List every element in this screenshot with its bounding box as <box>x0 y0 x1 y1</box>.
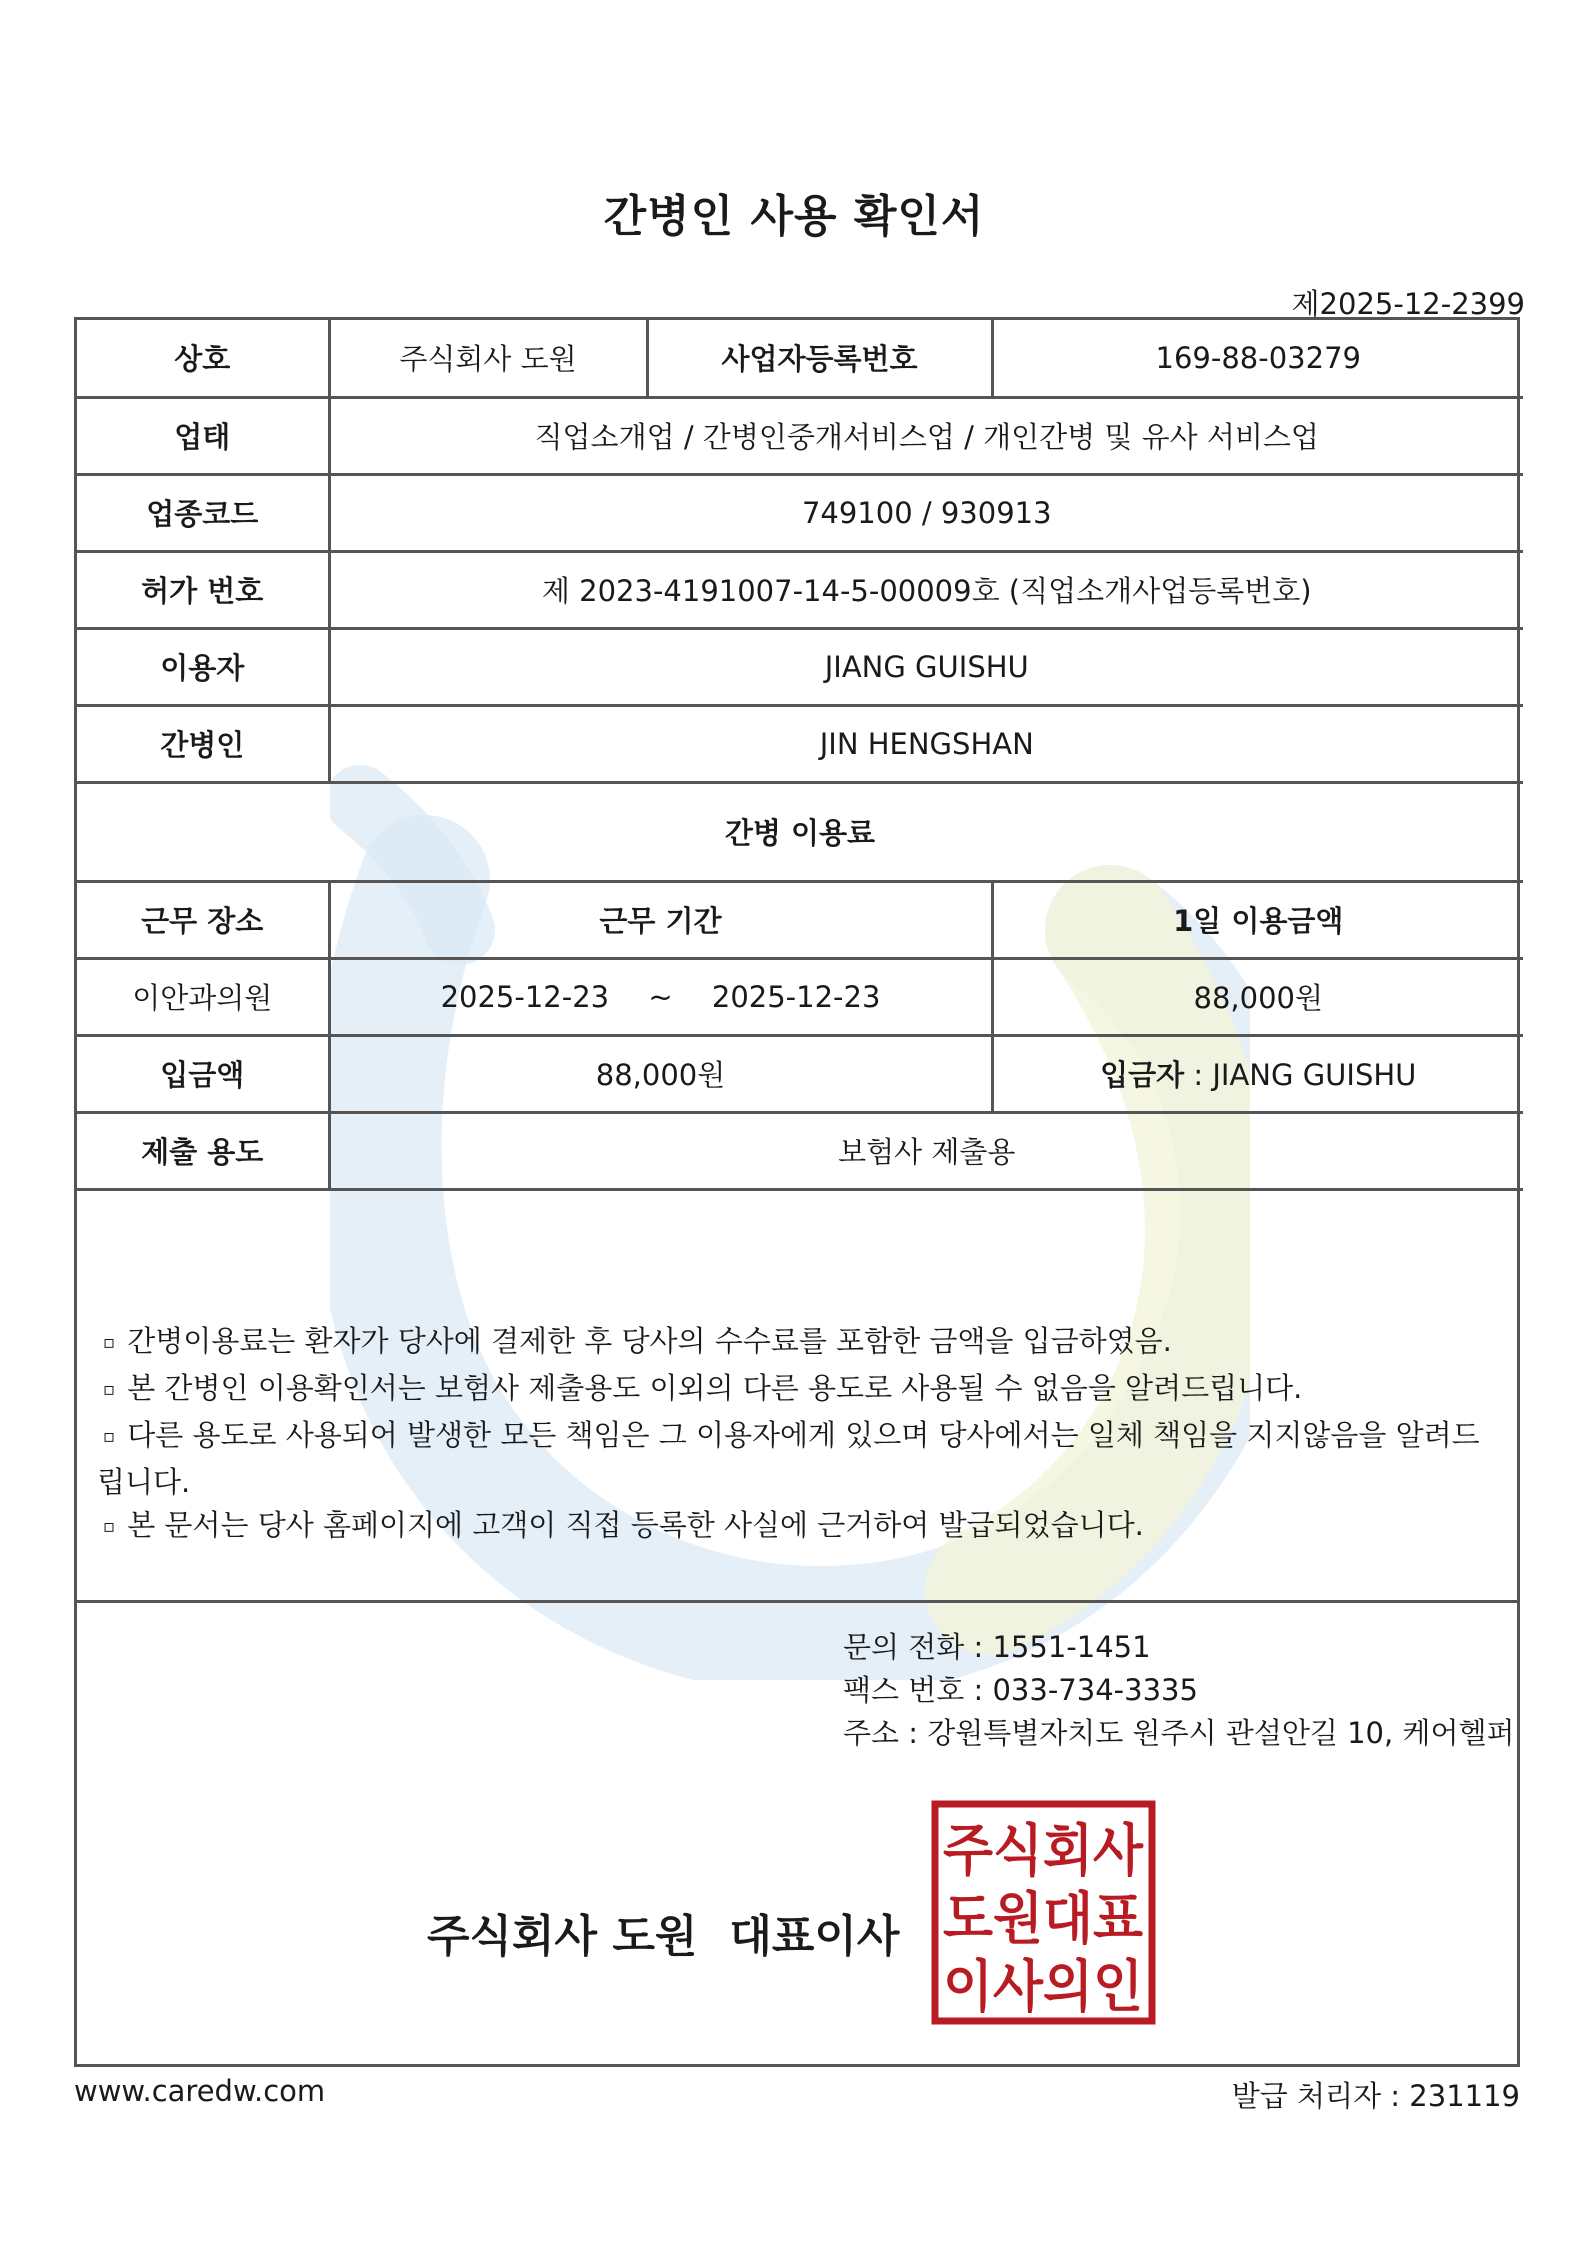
company-value: 주식회사 도원 <box>329 320 647 397</box>
place-label: 근무 장소 <box>77 881 329 958</box>
caregiver-value: JIN HENGSHAN <box>329 705 1523 782</box>
square-bullet-icon: ▫ <box>103 1516 116 1537</box>
period-label: 근무 기간 <box>329 881 992 958</box>
contact-fax: 팩스 번호 : 033-734-3335 <box>843 1673 1198 1707</box>
contact-phone: 문의 전화 : 1551-1451 <box>843 1630 1151 1664</box>
signature-name <box>427 1900 899 1964</box>
user-value: JIANG GUISHU <box>329 628 1523 705</box>
deposit-value: 88,000원 <box>329 1035 992 1112</box>
purpose-value: 보험사 제출용 <box>329 1112 1523 1189</box>
table-row <box>77 551 1523 628</box>
signature-company: 주식회사 도원 <box>427 1911 698 1962</box>
company-label: 상호 <box>77 320 329 397</box>
square-bullet-icon: ▫ <box>103 1426 116 1447</box>
signature-ceo: 대표이사 <box>729 1911 900 1962</box>
note-item: ▫ 다른 용도로 사용되어 발생한 모든 책임은 그 이용자에게 있으며 당사에서는 일체 책임을 지지않음을 알려드립니다. <box>97 1418 1480 1499</box>
document-title: 간병인 사용 확인서 <box>603 191 985 242</box>
purpose-label: 제출 용도 <box>77 1112 329 1189</box>
square-bullet-icon: ▫ <box>103 1379 116 1400</box>
table-row <box>77 628 1523 705</box>
daily-label: 1일 이용금액 <box>992 881 1523 958</box>
period-value <box>329 958 992 1035</box>
depositor-value: : JIANG GUISHU <box>1193 1058 1417 1092</box>
code-value: 749100 / 930913 <box>329 474 1523 551</box>
code-label: 업종코드 <box>77 474 329 551</box>
table-row <box>77 1035 1523 1112</box>
square-bullet-icon: ▫ <box>103 1332 116 1353</box>
table-row <box>77 782 1523 881</box>
bizno-label: 사업자등록번호 <box>647 320 992 397</box>
table-row <box>77 474 1523 551</box>
license-label: 허가 번호 <box>77 551 329 628</box>
document-number: 제2025-12-2399 <box>1291 287 1525 321</box>
depositor-label: 입금자 <box>1100 1058 1185 1092</box>
table-row <box>77 705 1523 782</box>
document-frame <box>74 317 1520 2067</box>
contact-info <box>843 1626 1514 1755</box>
table-row <box>77 397 1523 474</box>
section-divider <box>77 1600 1517 1603</box>
place-value: 이안과의원 <box>77 958 329 1035</box>
table-row <box>77 881 1523 958</box>
fee-section-title: 간병 이용료 <box>77 782 1523 881</box>
bizno-value: 169-88-03279 <box>992 320 1523 397</box>
license-value: 제 2023-4191007-14-5-00009호 (직업소개사업등록번호) <box>329 551 1523 628</box>
user-label: 이용자 <box>77 628 329 705</box>
issuer-info: 발급 처리자 : 231119 <box>1231 2079 1520 2113</box>
company-seal-stamp <box>931 1800 1156 2025</box>
notes-list <box>97 1320 1497 1551</box>
deposit-label: 입금액 <box>77 1035 329 1112</box>
depositor-cell <box>992 1035 1523 1112</box>
caregiver-label: 간병인 <box>77 705 329 782</box>
table-row <box>77 320 1523 397</box>
note-item: ▫ 간병이용료는 환자가 당사에 결제한 후 당사의 수수료를 포함한 금액을 입금하였음. <box>103 1324 1172 1358</box>
period-end: 2025-12-23 <box>711 979 881 1014</box>
info-table <box>77 320 1523 1191</box>
table-row <box>77 1112 1523 1189</box>
note-item: ▫ 본 간병인 이용확인서는 보험사 제출용도 이외의 다른 용도로 사용될 수 없음을 알려드립니다. <box>103 1371 1303 1405</box>
note-item: ▫ 본 문서는 당사 홈페이지에 고객이 직접 등록한 사실에 근거하여 발급되었습니다. <box>103 1508 1144 1542</box>
biztype-value: 직업소개업 / 간병인중개서비스업 / 개인간병 및 유사 서비스업 <box>329 397 1523 474</box>
period-separator: ~ <box>648 979 673 1014</box>
contact-address: 주소 : 강원특별자치도 원주시 관설안길 10, 케어헬퍼 <box>843 1716 1515 1750</box>
website-link[interactable]: www.caredw.com <box>74 2074 326 2108</box>
biztype-label: 업태 <box>77 397 329 474</box>
daily-value: 88,000원 <box>992 958 1523 1035</box>
period-start: 2025-12-23 <box>440 979 610 1014</box>
table-row <box>77 958 1523 1035</box>
seal-line: 도원대표 <box>943 1887 1143 1952</box>
seal-line: 주식회사 <box>943 1819 1144 1884</box>
seal-line: 이사의인 <box>943 1955 1143 2020</box>
